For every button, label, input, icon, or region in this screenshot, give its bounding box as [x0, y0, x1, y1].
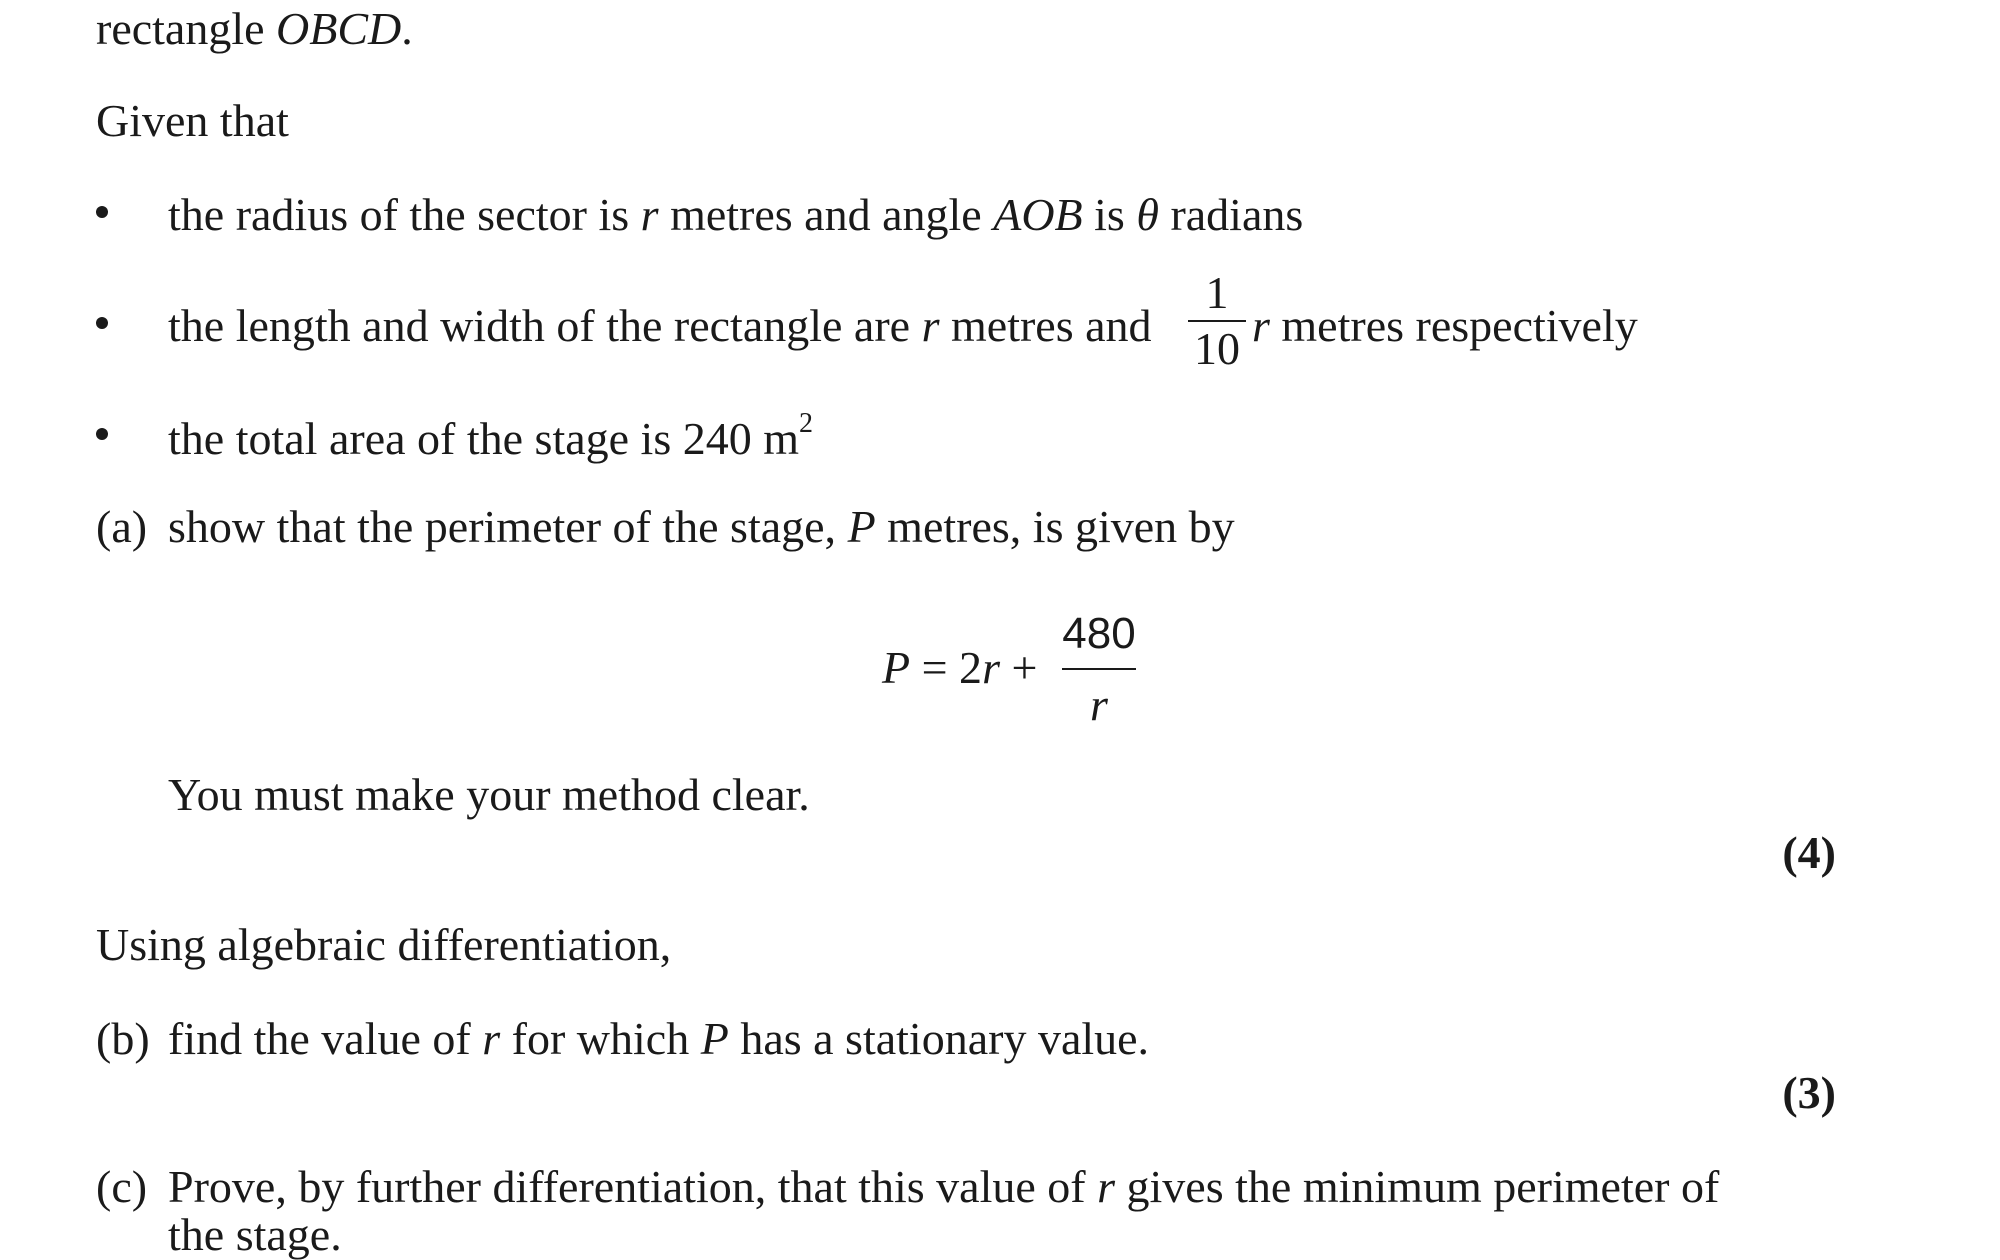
text: = 2 — [910, 642, 983, 693]
given-that-heading: Given that — [96, 95, 289, 146]
text: Prove, by further differentiation, that this value of — [168, 1161, 1098, 1212]
text: metres and angle — [658, 189, 994, 240]
fraction-bar — [1188, 320, 1246, 322]
var-r: r — [640, 189, 659, 240]
part-b-question — [96, 1013, 1150, 1064]
var-theta: θ — [1136, 189, 1159, 240]
part-c-question-continued: the stage. — [168, 1209, 342, 1260]
var-r: r — [982, 642, 1000, 693]
text: the length and width of the rectangle are — [168, 300, 922, 351]
part-a-marks: (4) — [1782, 827, 1836, 878]
using-differentiation: Using algebraic differentiation, — [96, 919, 672, 970]
equation-lhs — [882, 642, 1038, 693]
text: radians — [1158, 189, 1304, 240]
fraction-denominator: r — [1090, 679, 1108, 730]
var-p: P — [847, 501, 876, 552]
bullet-dot — [96, 428, 108, 440]
text: + — [999, 642, 1038, 693]
part-a-label: (a) — [96, 501, 148, 552]
bullet-dot — [96, 317, 108, 329]
var-p: P — [700, 1013, 729, 1064]
text: rectangle — [96, 3, 277, 54]
part-a-question — [96, 501, 1235, 552]
fraction-numerator: 1 — [1205, 267, 1229, 318]
fraction-480-over-r — [1062, 609, 1136, 730]
part-b-marks: (3) — [1782, 1067, 1836, 1118]
bullet-item-rectangle — [168, 300, 1152, 351]
var-p: P — [882, 642, 911, 693]
text: the total area of the stage is 240 m — [168, 413, 800, 464]
text: gives the minimum perimeter of — [1115, 1161, 1720, 1212]
text: show that the perimeter of the stage, — [168, 501, 848, 552]
text: . — [401, 3, 413, 54]
var-r: r — [921, 300, 940, 351]
method-instruction: You must make your method clear. — [168, 769, 810, 820]
previous-line — [96, 3, 413, 54]
angle-name: AOB — [993, 189, 1083, 240]
text: metres, is given by — [875, 501, 1235, 552]
text: the radius of the sector is — [168, 189, 641, 240]
bullet-item-rectangle-end — [1252, 300, 1638, 351]
var-r: r — [482, 1013, 501, 1064]
text: metres respectively — [1269, 300, 1638, 351]
bullet-dot — [96, 206, 108, 218]
fraction-denominator: 10 — [1194, 323, 1240, 374]
text: has a stationary value. — [728, 1013, 1150, 1064]
part-b-label: (b) — [96, 1013, 150, 1064]
fraction-bar — [1062, 668, 1136, 670]
var-r: r — [1097, 1161, 1116, 1212]
text: metres and — [939, 300, 1152, 351]
part-c-label: (c) — [96, 1161, 148, 1212]
rectangle-name: OBCD — [276, 3, 402, 54]
text: for which — [500, 1013, 701, 1064]
bullet-item-area — [168, 410, 813, 462]
text: find the value of — [168, 1013, 483, 1064]
var-r: r — [1252, 300, 1270, 351]
text: is — [1082, 189, 1137, 240]
fraction-one-tenth — [1188, 267, 1246, 374]
part-c-question — [96, 1161, 1720, 1212]
fraction-numerator: 480 — [1062, 609, 1136, 658]
superscript-two: 2 — [799, 408, 814, 439]
bullet-item-radius — [168, 189, 1304, 240]
